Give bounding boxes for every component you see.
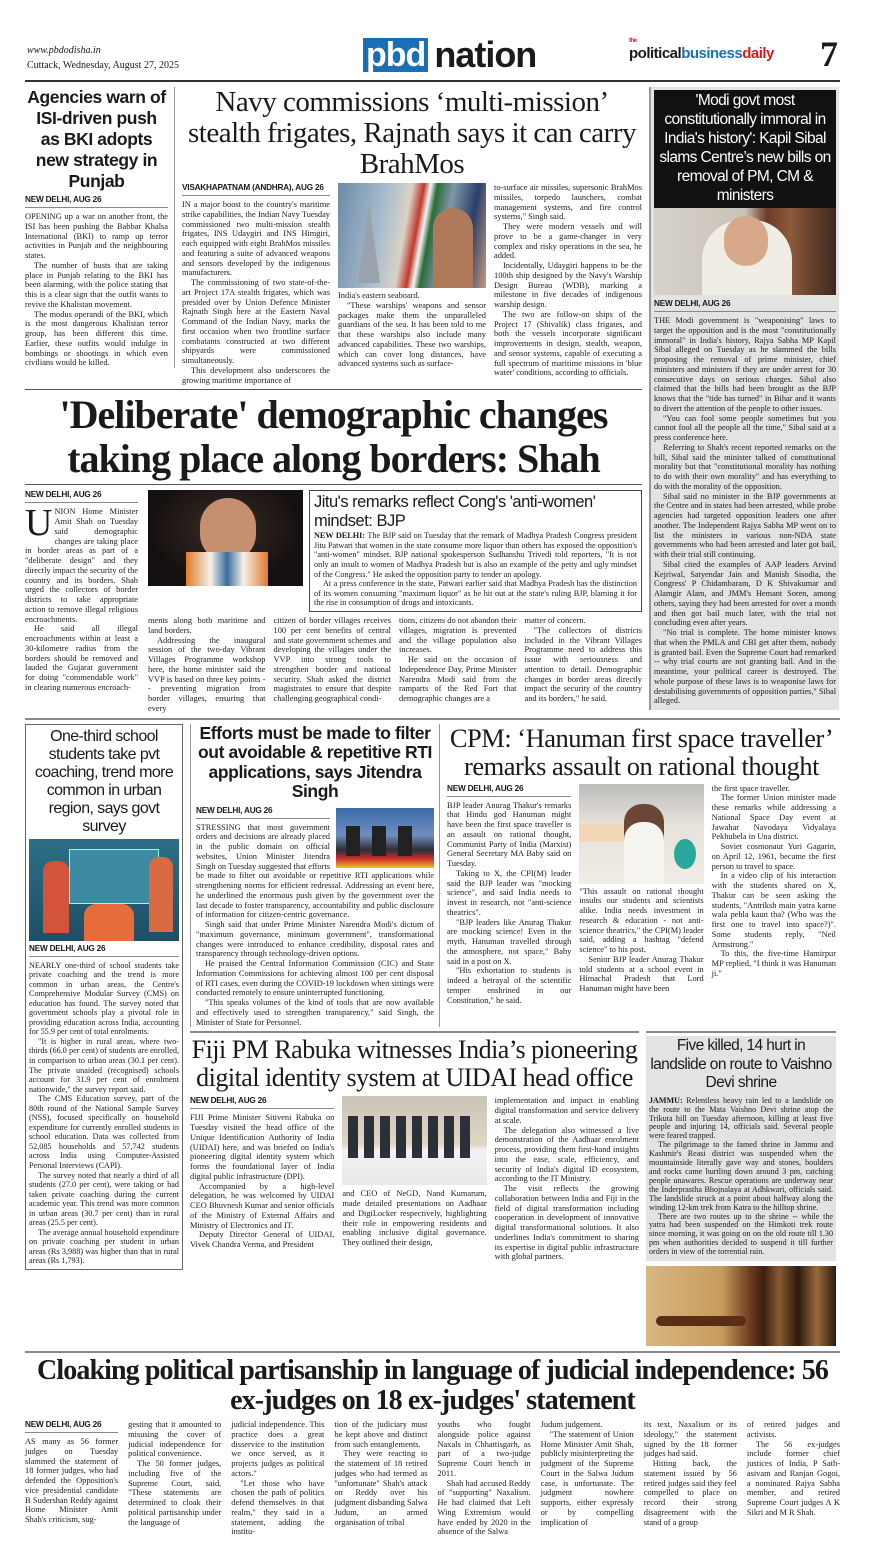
article-body-school — [29, 961, 179, 1267]
navy-columns — [182, 183, 642, 385]
paragraph: "Let those who have chosen the path of politics defend themselves in that realm," they said in a statement, adding the institu- — [231, 1478, 325, 1537]
paragraph: He said all illegal encroachments within at least a 30-kilometre radius from the borders should be removed and lauded the Gujarat government for doing "commendable work" in clearing numerous encroach- — [25, 624, 138, 692]
people-shape — [346, 826, 424, 856]
article-body-navy-col2 — [338, 291, 486, 369]
article-body-judges-col3 — [231, 1420, 324, 1537]
paragraph: "This assault on rational thought insults our students and scientists alike. India needs investment in research & education - not anti-science theatrics," the CPI(M) leader said, adding a hashtag "defend science" to his post. — [579, 886, 704, 954]
paragraph: They were modern vessels and will prove to be a game-changer in very complex and risky operations in the sea, he added. — [494, 222, 642, 261]
paragraph: This development also underscores the growing maritime importance of — [182, 365, 330, 385]
gavel-shape — [656, 1316, 746, 1326]
teacher-shape — [149, 857, 173, 932]
dateline: NEW DELHI, AUG 26 — [25, 195, 168, 208]
paragraph: "His exhortation to students is indeed a betrayal of the scientific temper enshrined in our Constitution," he said. — [447, 966, 572, 1005]
paragraph: The 56 ex-judges include former chief justices of India, P Sath-asivam and Ranjan Gogoi, a nominated Rajya Sabha member, and retired Supreme Court judges A K Sikri and M R Shah. — [746, 1439, 840, 1517]
fiji-delegation-photo — [342, 1096, 486, 1185]
judges-columns — [25, 1420, 840, 1537]
headline-navy: Navy commissions ‘multi-mission’ stealth frigates, Rajnath says it can carry BrahMos — [188, 86, 636, 180]
dateline: NEW DELHI, AUG 26 — [196, 806, 330, 819]
paragraph: At a press conference in the state, Patwari earlier said that Madhya Pradesh has the distinction of its women consuming "maximum liquor" as he hit out at the state's ruling BJP, blaming it for the rise in consumption of drugs and intoxicants. — [314, 579, 637, 608]
article-body-judges-col5 — [438, 1420, 531, 1537]
drop-cap: U — [25, 502, 53, 545]
shah-top-row — [148, 490, 642, 612]
paragraph: Hitting back, the statement issued by 56 retired judges said they feel compelled to place on record their strong disagreement with the stand of a group — [643, 1459, 737, 1527]
paragraph: matter of concern. — [524, 616, 586, 625]
paragraph: judicial independence. This practice does a great disservice to the institution we once served, as it projects judges as political actors." — [231, 1420, 325, 1478]
paragraph: "The collectors of districts included in the Vibrant Villages Programme need to address this issue with seriousness and attention to detail. Demographic changes in border areas directly impact the security of the country and its borders," he said. — [524, 625, 642, 703]
paragraph: tion of the judiciary must be kept above and distinct from such entanglements. — [334, 1420, 428, 1449]
face-shape — [724, 216, 768, 266]
paragraph: In a video clip of his interaction with the students shared on X, Thakur can be seen asking the students, "Antriksh main yatra karne wala pehla kaun tha? (Who was the first one to travel into space?)". Some students reply, "Neil Armstrong." — [711, 871, 836, 949]
brand-logo — [629, 38, 774, 62]
page-number: 7 — [820, 34, 838, 74]
paragraph: The former Union minister made these remarks while addressing a National Space Day event at Jawahar Navodaya Vidyalaya Pekhubela in Una district. — [711, 793, 836, 842]
paragraph: Addressing the inaugural session of the two-day Vibrant Villages Programme workshop here, the home minister said the VVP is based on three key points -- preventing migration from border villages, ensuring that every — [148, 635, 266, 713]
shah-right — [148, 490, 642, 713]
paragraph: Singh said that under Prime Minister Narendra Modi's dictum of "maximum governance, minimum government", transformational changes were introduced to enhance credibility, disposal rates and transparency through technology-driven options. — [196, 920, 434, 959]
article-body-judges-col2 — [128, 1420, 221, 1527]
article-body-judges-col6 — [541, 1420, 634, 1527]
paragraph: The delegation also witnessed a live demonstration of the Aadhaar enrolment process, providing them first-hand insights into the ease, scale, efficiency, and security of India's digital ID ecosystem, according to the IT Ministry. — [494, 1125, 639, 1184]
dateline: NEW DELHI, AUG 26 — [447, 784, 571, 797]
paragraph: AS many as 56 former judges on Tuesday slammed the statement of 18 former judges, who had defended the Opposition's vice presidential candidate B Sudershan Reddy against Home Minister Amit Shah's criticism, sug- — [25, 1437, 119, 1525]
article-fiji — [190, 1031, 639, 1262]
landslide-column — [646, 1031, 836, 1346]
navy-column-1 — [182, 183, 330, 385]
paragraph: The average annual household expenditure on private coaching per student in urban areas (Rs 3,988) was higher than that in rural areas (Rs 1,793). — [29, 1227, 179, 1266]
lead-in: JAMMU: — [649, 1095, 683, 1105]
paragraph: and CEO of NeGD, Nand Kumarum, made detailed presentations on Aadhaar and DigiLocker respectively, highlighting their role in empowering residents and enabling inclusive digital governance. They outlined their design, — [342, 1189, 487, 1247]
jitendra-singh-event-photo — [336, 808, 434, 868]
teacher-shape — [43, 861, 69, 933]
paragraph: The visit reflects the growing collaboration between India and Fiji in the field of digital transformation including cooperation in development of innovative digital transformational solutions. It also underlines India's commitment to sharing its expertise in digital public infrastructure with global partners. — [494, 1184, 639, 1262]
paragraph: Soviet cosmonaut Yuri Gagarin, on April 12, 1961, became the first person to travel to space. — [711, 842, 836, 871]
paragraph: Sibal said no minister in the BJP governments at the Centre and in states had been arrested, while probe agencies had targeted opposition leaders one after another. The Independent Rajya Sabha MP went on to list the ministers in various non-NDA state governments who had been arrested and later got bail, with their trial still continuing. — [654, 491, 836, 559]
jitu-box — [309, 490, 642, 612]
fiji-column-2 — [342, 1096, 486, 1248]
paragraph: tions, citizens do not abandon their villages, migration is prevented and the village population also increases. — [399, 616, 517, 655]
article-body-judges-col1 — [25, 1437, 118, 1525]
article-body-judges-col4 — [334, 1420, 427, 1527]
article-body-fiji-col1 — [190, 1113, 334, 1250]
paragraph: Taking to X, the CPI(M) leader said the BJP leader was "mocking science", and said India needs to invest in research, not "anti-science theatrics". — [447, 868, 572, 917]
coaching-illustration — [29, 839, 179, 941]
article-body-sibal — [654, 316, 836, 706]
headline-shah: 'Deliberate' demographic changes taking place along borders: Shah — [25, 393, 642, 485]
paragraph: The 50 former judges, including five of the Supreme Court, said, "These statements are determined to cloak their political partisanship under the language of — [128, 1459, 222, 1527]
paragraph: "The statement of Union Home Minister Amit Shah, publicly misinterpreting the judgment of the Supreme Court in the Salwa Judum case, is unfortunate. The judgment nowhere supports, either expressly or by compelling implication of — [540, 1429, 634, 1527]
paragraph: THE Modi government is "weaponising" laws to target the opposition and is the most "constitutionally immoral" in India's history, Rajya Sabha MP Kapil Sibal alleged on Tuesday as he slammed the bills proposing the removal of prime minister, chief ministers and ministers if they are under arrest for 30 consecutive days on serious charges. Sibal also claimed that the bills had been brought as the BJP knows that the "tide has turned" in Bihar and it wants to divert the attention of the people to other issues. — [654, 316, 836, 413]
paragraph: The modus operandi of the BKI, which is the most dangerous Khalistan terror group, has been different this time. Earlier, these outfits would indulge in bombings or shootings in which even civilians would be killed. — [25, 309, 168, 368]
paragraph: Relentless heavy rain led to a landslide on the route to the Mata Vaishno Devi shrine atop the Trikuta hill on Tuesday afternoon, killing at least five people and injuring 14, officials said. Several people were feared trapped. — [649, 1095, 833, 1141]
dateline: NEW DELHI, AUG 26 — [25, 490, 138, 503]
headline-school: One-third school students take pvt coaching, trend more common in urban region, says govt survey — [34, 727, 174, 835]
dateline: NEW DELHI, AUG 26 — [190, 1096, 334, 1109]
people-shape — [348, 1116, 476, 1158]
article-body-shah-col3 — [274, 616, 392, 704]
school-box — [25, 724, 183, 1271]
article-navy — [182, 87, 642, 385]
judges-column-1 — [25, 1420, 118, 1525]
paragraph: "These warships' weapons and sensor packages make them the unparalleled guardians of the sea. It has been told to me that these warships also include many advanced capabilities. These two warships, which can cover long distances, have advanced systems such as surface- — [338, 300, 486, 369]
paragraph: The commissioning of two state-of-the-art Project 17A stealth frigates, which was presided over by Union Defence Minister Rajnath Singh here at the Eastern Naval Command of the Indian Navy, marks the first occasion when two frontline surface combatants constructed at two different shipyards were commissioned simultaneously. — [182, 278, 330, 365]
cpm-columns — [447, 784, 836, 1006]
section-logo — [363, 34, 537, 75]
lead-in: NEW DELHI: — [314, 531, 366, 541]
paragraph: of retired judges and activists. — [746, 1420, 840, 1439]
navy-column-2 — [338, 183, 486, 369]
article-body-shah-col1 — [25, 502, 138, 692]
paragraph: Referring to Shah's recent reported remarks on the bill, Sibal said the minister talked of constitutional morality but that "constitutional morality has nothing to do with their own morality" and has everything to do with the morality of the opposition. — [654, 442, 836, 491]
article-shah — [25, 389, 642, 713]
paragraph: Senior BJP leader Anurag Thakur told students at a school event in Himachal Pradesh that Lord Hanuman might have been — [579, 954, 704, 993]
paragraph: The pilgrimage to the famed shrine in Jammu and Kashmir's Reasi district was suspended when the mountainside literally gave way and stones, boulders and rocks came hurtling down around 3 pm, catching people unawares. Rescue operations are underway near the Inderprastha Bhojnalaya at Adhkwari, officials said. The landslide struck at a point about halfway along the winding 12-km trek from Katra to the hilltop shrine. — [649, 1140, 833, 1212]
dateline: NEW DELHI, AUG 26 — [654, 299, 836, 312]
paragraphs — [25, 624, 138, 692]
cpm-column-3 — [712, 784, 836, 979]
brand-business: business — [681, 45, 743, 62]
article-agencies — [25, 87, 175, 368]
gavel-books-photo — [646, 1266, 836, 1346]
brand-the: the — [629, 38, 637, 44]
anurag-thakur-photo — [579, 784, 703, 884]
paragraph: IN a major boost to the country's maritime strike capabilities, the Indian Navy Tuesday commissioned two multi-mission stealth frigates, INS Udaygiri and INS Himgiri, each equipped with eight BrahMos missiles and featuring a suite of advanced weapons and sensors developed by the indigenous manufacturers. — [182, 200, 330, 278]
paragraph: NION Home Minister Amit Shah on Tuesday said demographic changes are taking place in border areas as part of a "deliberate design" and they directly impact the security of the country and its borders. Shah urged the collectors of border districts to take appropriate action to remove illegal religious encroachments. — [25, 507, 138, 624]
paragraph: "BJP leaders like Anurag Thakur are mocking science! Even in the myth, Hanuman travelled through the atmosphere, not space," Baby said in a post on X. — [447, 917, 572, 966]
top-section — [25, 87, 840, 714]
paragraph: STRESSING that most government orders and decisions are already placed in the public domain on official websites, Union Minister Jitendra Singh on Tuesday suggested that efforts be made to filter out avoidable or repetitive RTI applications while strengthening norms for efficient redressal. Addressing an event here, he underlined the enormous push given by the government over the last decade to foster transparency, accountability and public disclosure of information for citizen-centric governance. — [196, 822, 434, 920]
paragraph: "You can fool some people sometimes but you cannot fool all the people all the time," Sibal said at a press conference here. — [654, 413, 836, 442]
paragraph: The number of busts that are taking place in Punjab relating to the BKI has been alarming, with the police stating that this is a clear sign that the outfit wants to revive the Khalistan movement. — [25, 260, 168, 309]
site-url[interactable]: www.pbdodisha.in — [27, 45, 101, 56]
headline-agencies: Agencies warn of ISI-driven push as BKI adopts new strategy in Punjab — [27, 87, 166, 191]
article-body-jitu — [314, 531, 637, 608]
middle-section — [25, 718, 840, 1347]
amit-shah-photo — [148, 490, 303, 586]
article-judges — [25, 1351, 840, 1537]
paragraph: They were reacting to the statement of 18 retired judges who had termed as "unfortunate" Shah's attack on Reddy over his judgment disbanding Salwa Judum, an armed organisation of tribal — [334, 1449, 428, 1527]
paragraph: India's eastern seaboard. — [338, 291, 420, 300]
shah-column-1 — [25, 490, 138, 692]
shah-columns — [148, 616, 642, 714]
paragraph: FIJI Prime Minister Sitiveni Rabuka on Tuesday visited the head office of the Unique Identification Authority of India (UIDAI) here, and was briefed on India's pioneering digital identity system which forms the foundational layer of India digital public infrastructure (DPI). — [190, 1113, 335, 1181]
brand-political: political — [629, 45, 682, 62]
dateline: NEW DELHI, AUG 26 — [25, 1420, 118, 1433]
banner-shape — [579, 824, 629, 842]
dateline: VISAKHAPATNAM (ANDHRA), AUG 26 — [182, 183, 330, 196]
article-body-fiji-col3 — [495, 1096, 639, 1262]
paragraph: implementation and impact in enabling digital transformation and service delivery at scale. — [494, 1096, 639, 1125]
paragraph: Incidentally, Udaygiri happens to be the 100th ship designed by the Navy's Warship Design Bureau (WDB), marking a milestone in five decades of indigenous warship design. — [494, 261, 642, 309]
headline-sibal: 'Modi govt most constitutionally immoral in India's history': Kapil Sibal slams Centre’s new bills on removal of PM, CM & ministers — [654, 90, 836, 208]
paragraph: Sibal cited the examples of AAP leaders Arvind Kejriwal, Satyendar Jain and Manish Sisodia, the Congress' P Chidambaram, D K Shivakumar and Alamgir Alam, and JMM's Hemant Soren, among others, saying they had been arrested for over a month and then got bail much later, with the trial not concluding even after years. — [654, 559, 836, 628]
paragraph: BJP leader Anurag Thakur's remarks that Hindu god Hanuman might have been the first space traveller is an assault on rational thought, Communist Party of India (Marxist) General Secretary MA Baby said on Tuesday. — [447, 800, 572, 868]
navy-column-3 — [494, 183, 642, 378]
students-shape — [84, 904, 134, 941]
article-body-shah-col5 — [525, 616, 643, 704]
article-body-cpm-col2 — [579, 887, 703, 994]
board-shape — [69, 849, 159, 904]
masthead — [25, 0, 840, 82]
article-body-navy-col1 — [182, 200, 330, 385]
headline-jitu: Jitu's remarks reflect Cong's 'anti-women' mindset: BJP — [314, 493, 596, 531]
paragraph: To this, the five-time Hamirpur MP replied, "I think it was Hanuman ji." — [711, 949, 836, 978]
edition-date: Cuttack, Wednesday, August 27, 2025 — [27, 60, 179, 71]
headline-fiji: Fiji PM Rabuka witnesses India’s pioneering digital identity system at UIDAI head office — [191, 1035, 638, 1093]
article-body-shah-col4 — [399, 616, 517, 704]
paragraph: The survey noted that nearly a third of all students (27.0 per cent), were taking or had taken private coaching during the current academic year. This trend was more common in urban areas (30.7 per cent) than in rural areas (25.5 per cent). — [29, 1170, 179, 1228]
paragraph: Accompanied by a high-level delegation, he was welcomed by UIDAI CEO Bhuvnesh Kumar and senior officials of the Ministry of External Affairs and Ministry of Electronics and IT. — [190, 1181, 335, 1230]
navy-frigate-rajnath-photo — [338, 183, 486, 288]
section-logo-box: pbd — [363, 38, 428, 72]
landslide-box — [646, 1036, 836, 1261]
kapil-sibal-photo — [654, 208, 836, 295]
paragraph: Deputy Director General of UIDAI, Vivek Chandra Verma, and President — [190, 1230, 335, 1249]
paragraph: The BJP said on Tuesday that the remark of Madhya Pradesh Congress president Jitu Patwari that women in the state consume more liquor than others has exposed the opposition's "anti-women" mindset. BJP national spokesperson Sudhanshu Trivedi told reporters, "It is not only an insult to women of Madhya Pradesh but is also an example of the petty and ugly mindset of the Congress." He asked the opposition party to tender an apology. — [314, 531, 637, 579]
paragraph: Shah had accused Reddy of "supporting" Naxalism. He had claimed that Left Wing Extremism would have ended by 2020 in the absence of the Salwa — [437, 1478, 531, 1537]
article-body-navy-col3 — [494, 183, 642, 378]
section-logo-word: nation — [434, 34, 537, 75]
paragraph: ments along both maritime and land borders. — [148, 616, 266, 635]
fiji-columns — [190, 1096, 639, 1262]
person-shape — [433, 208, 473, 288]
paragraph: youths who fought alongside police against Naxals in Chhattisgarh, as part of a two-judge Supreme Court bench in 2011. — [437, 1420, 531, 1478]
paragraph: "This speaks volumes of the kind of tools that are now available and effectively used to strengthen transparency," said Singh, the Minister of State for Personnel. — [196, 998, 434, 1027]
paragraph: There are two routes up to the shrine -- while the yatra had been suspended on the Himkoti trek route since morning, it was going on on the old route till 1.30 pm when authorities decided to suspend it till further orders in view of the torrential rain. — [649, 1211, 833, 1257]
paragraph: Judum judgement. — [540, 1420, 603, 1430]
dateline: NEW DELHI, AUG 26 — [29, 944, 179, 957]
article-body-judges-col8 — [747, 1420, 840, 1518]
cpm-column-1 — [447, 784, 571, 1006]
headline-judges: Cloaking political partisanship in language of judicial independence: 56 ex-judges on 18 ex-judges' statement — [37, 1355, 828, 1417]
article-body-fiji-col2 — [342, 1189, 486, 1248]
paragraph: "It is higher in rural areas, where two-thirds (66.0 per cent) of students are enrolled, in comparison to urban areas (30.1 per cent). The private unaided (recognised) schools account for 31.9 per cent of enrolment nationwide," the survey report said. — [29, 1036, 179, 1094]
paragraph: citizen of border villages receives 100 per cent benefits of central and state government schemes and developing the villages under the VVP into strong tools to strengthen border and national security. Shah asked the district magistrates to ensure that despite challenging geographical condi- — [273, 616, 391, 703]
paragraph: gesting that it amounted to misusing the cover of judicial independence for political convenience. — [128, 1420, 222, 1459]
article-body-agencies — [25, 212, 168, 368]
article-body-landslide — [649, 1097, 833, 1257]
sibal-box — [649, 87, 839, 710]
balloon-shape — [674, 839, 696, 869]
headline-rti: Efforts must be made to filter out avoidable & repetitive RTI applications, says Jitendra Singh — [197, 722, 433, 801]
fiji-column-3 — [495, 1096, 639, 1262]
article-cpm — [447, 724, 836, 1006]
fiji-column-1 — [190, 1096, 334, 1250]
headline-cpm: CPM: ‘Hanuman first space traveller’ remarks assault on rational thought — [449, 722, 834, 781]
cpm-column-2 — [579, 784, 703, 994]
paragraph: its text, Naxalism or its ideology," the statement signed by the 18 former judges had said. — [643, 1420, 737, 1459]
ship-shape — [358, 203, 380, 283]
paragraph: to-surface air missiles, supersonic BrahMos missiles, torpedo launchers, combat management systems, and fire control systems," Singh said. — [494, 183, 642, 222]
paragraph: He praised the Central Information Commission (CIC) and State Information Commissions for achieving almost 100 per cent disposal of RTI cases, even during the COVID-19 lockdown when sittings were conducted remotely to ensure uninterrupted functioning. — [196, 959, 434, 998]
paragraph: "No trial is complete. The home minister knows that when the PMLA and CBI get after them, nobody is granted bail. Even the Supreme Court had remarked -- why trial courts are not granting bail. And in the meantime, your political career is destroyed. The whole purpose of these laws is to weaponise laws for destabilising governments of opposition parties," Sibal alleged. — [654, 628, 836, 706]
scarf-shape — [186, 552, 268, 586]
paragraph: The CMS Education survey, part of the 80th round of the National Sample Survey (NSS), focused specifically on household expenditure for currently enrolled students in school education. Data was collected from 52,085 households and 57,742 students across India using Computer-Assisted Personal Interviews (CAPI). — [29, 1094, 179, 1170]
article-body-cpm-col1 — [447, 801, 571, 1006]
article-body-cpm-col3 — [712, 784, 836, 979]
paragraph: The two are follow-on ships of the Project 17 (Shivalik) class frigates, and both the vessels incorporate significant improvements in design, stealth, weapon, and sensor systems, capable of executing a full spectrum of maritime missions in 'blue water' conditions, according to officials. — [494, 309, 642, 378]
paragraph: NEARLY one-third of school students take private coaching and the trend is more common in urban areas, the Centre's Comprehensive Modular Survey (CMS) on education has found. The survey noted that government schools play a pivotal role in providing education across India, accounting for 55.9 per cent of total enrolments. — [29, 960, 179, 1037]
shah-layout — [25, 490, 642, 713]
paragraph: the first space traveller. — [711, 783, 790, 793]
paragraph: OPENING up a war on another front, the ISI has been pushing the Babbar Khalsa International (BKI) to ramp up terror activities in Punjab and the neighbouring states. — [25, 212, 168, 260]
headline-landslide: Five killed, 14 hurt in landslide on route to Vaishno Devi shrine — [650, 1037, 832, 1092]
person-shape — [624, 804, 664, 884]
brand-daily: daily — [742, 45, 774, 62]
paragraph: He said on the occasion of Independence Day, Prime Minister Narendra Modi said from the ramparts of the Red Fort that demographic changes are a — [399, 655, 517, 703]
article-body-judges-col7 — [644, 1420, 737, 1527]
article-body-shah-col2 — [148, 616, 266, 714]
article-rti — [190, 724, 440, 1028]
